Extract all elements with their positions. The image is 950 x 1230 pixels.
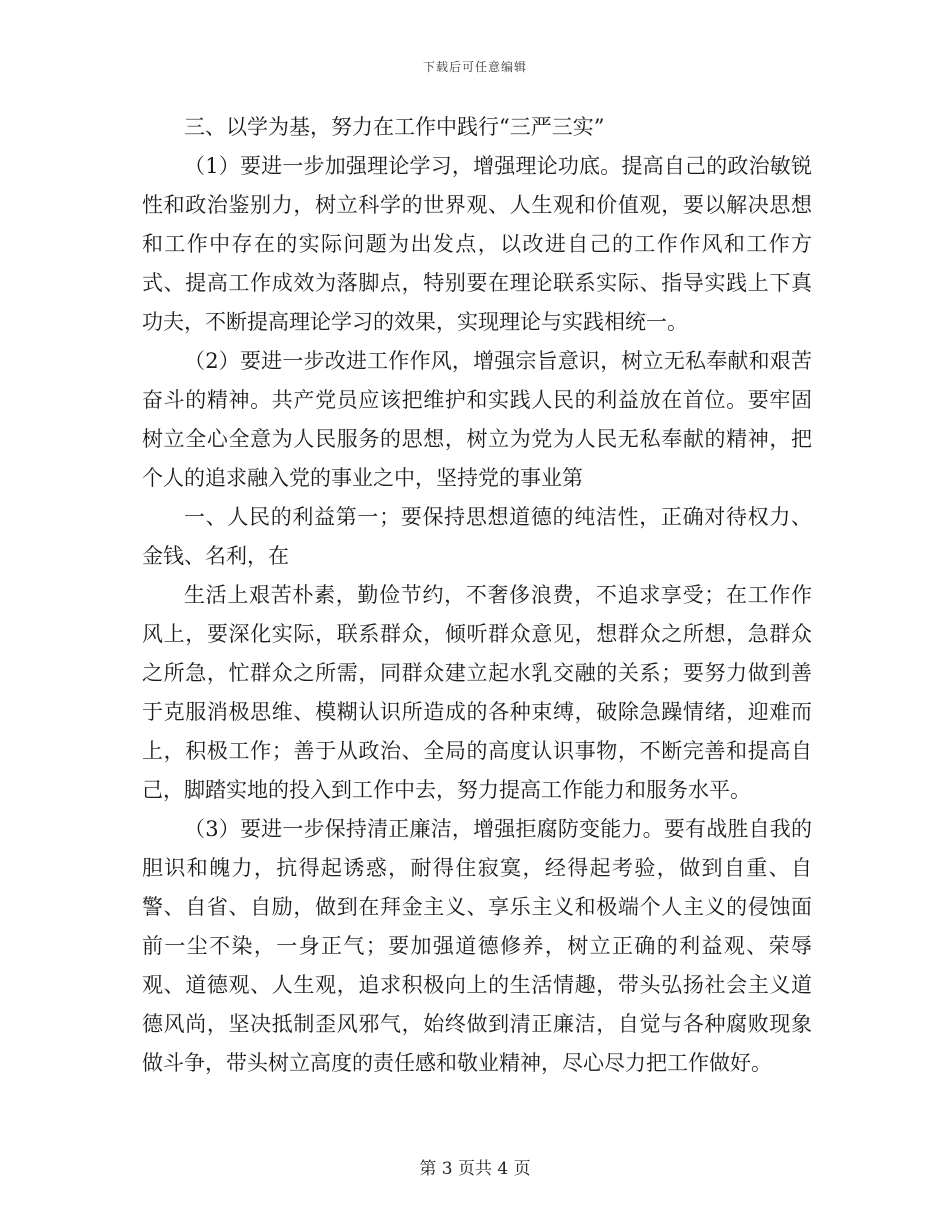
paragraph-2-continued: 一、人民的利益第一；要保持思想道德的纯洁性，正确对待权力、金钱、名利，在 bbox=[142, 505, 812, 568]
paragraph-2: （2）要进一步改进工作作风，增强宗旨意识，树立无私奉献和艰苦奋斗的精神。共产党员应该把维护和实践人民的利益放在首位。要牢固树立全心全意为人民服务的思想，树立为党为人民无私奉献的精神，把个人的追求融入党的事业之中，坚持党的事业第 bbox=[142, 349, 812, 490]
page-footer: 第 3 页共 4 页 bbox=[419, 1159, 531, 1179]
paragraph-2-life: 生活上艰苦朴素，勤俭节约，不奢侈浪费，不追求享受；在工作作风上，要深化实际，联系群众，倾听群众意见，想群众之所想，急群众之所急，忙群众之所需，同群众建立起水乳交融的关系；要努力做到善于克服消极思维、模糊认识所造成的各种束缚，破除急躁情绪，迎难而上，积极工作；善于从政治、全局的高度认识事物，不断完善和提高自己，脚踏实地的投入到工作中去，努力提高工作能力和服务水平。 bbox=[142, 583, 812, 802]
paragraph-3: （3）要进一步保持清正廉洁，增强拒腐防变能力。要有战胜自我的胆识和魄力，抗得起诱惑，耐得住寂寞，经得起考验，做到自重、自警、自省、自励，做到在拜金主义、享乐主义和极端个人主义的侵蚀面前一尘不染，一身正气；要加强道德修养，树立正确的利益观、荣辱观、道德观、人生观，追求积极向上的生活情趣，带头弘扬社会主义道德风尚，坚决抵制歪风邪气，始终做到清正廉洁，自觉与各种腐败现象做斗争，带头树立高度的责任感和敬业精神，尽心尽力把工作做好。 bbox=[142, 817, 812, 1075]
page-header: 下载后可任意编辑 bbox=[422, 60, 527, 74]
section-heading: 三、以学为基，努力在工作中践行“三严三实” bbox=[184, 115, 605, 139]
document-body bbox=[142, 108, 812, 1083]
paragraph-1: （1）要进一步加强理论学习，增强理论功底。提高自己的政治敏锐性和政治鉴别力，树立科学的世界观、人生观和价值观，要以解决思想和工作中存在的实际问题为出发点，以改进自己的工作作风和工作方式、提高工作成效为落脚点，特别要在理论联系实际、指导实践上下真功夫，不断提高理论学习的效果，实现理论与实践相统一。 bbox=[142, 154, 812, 334]
